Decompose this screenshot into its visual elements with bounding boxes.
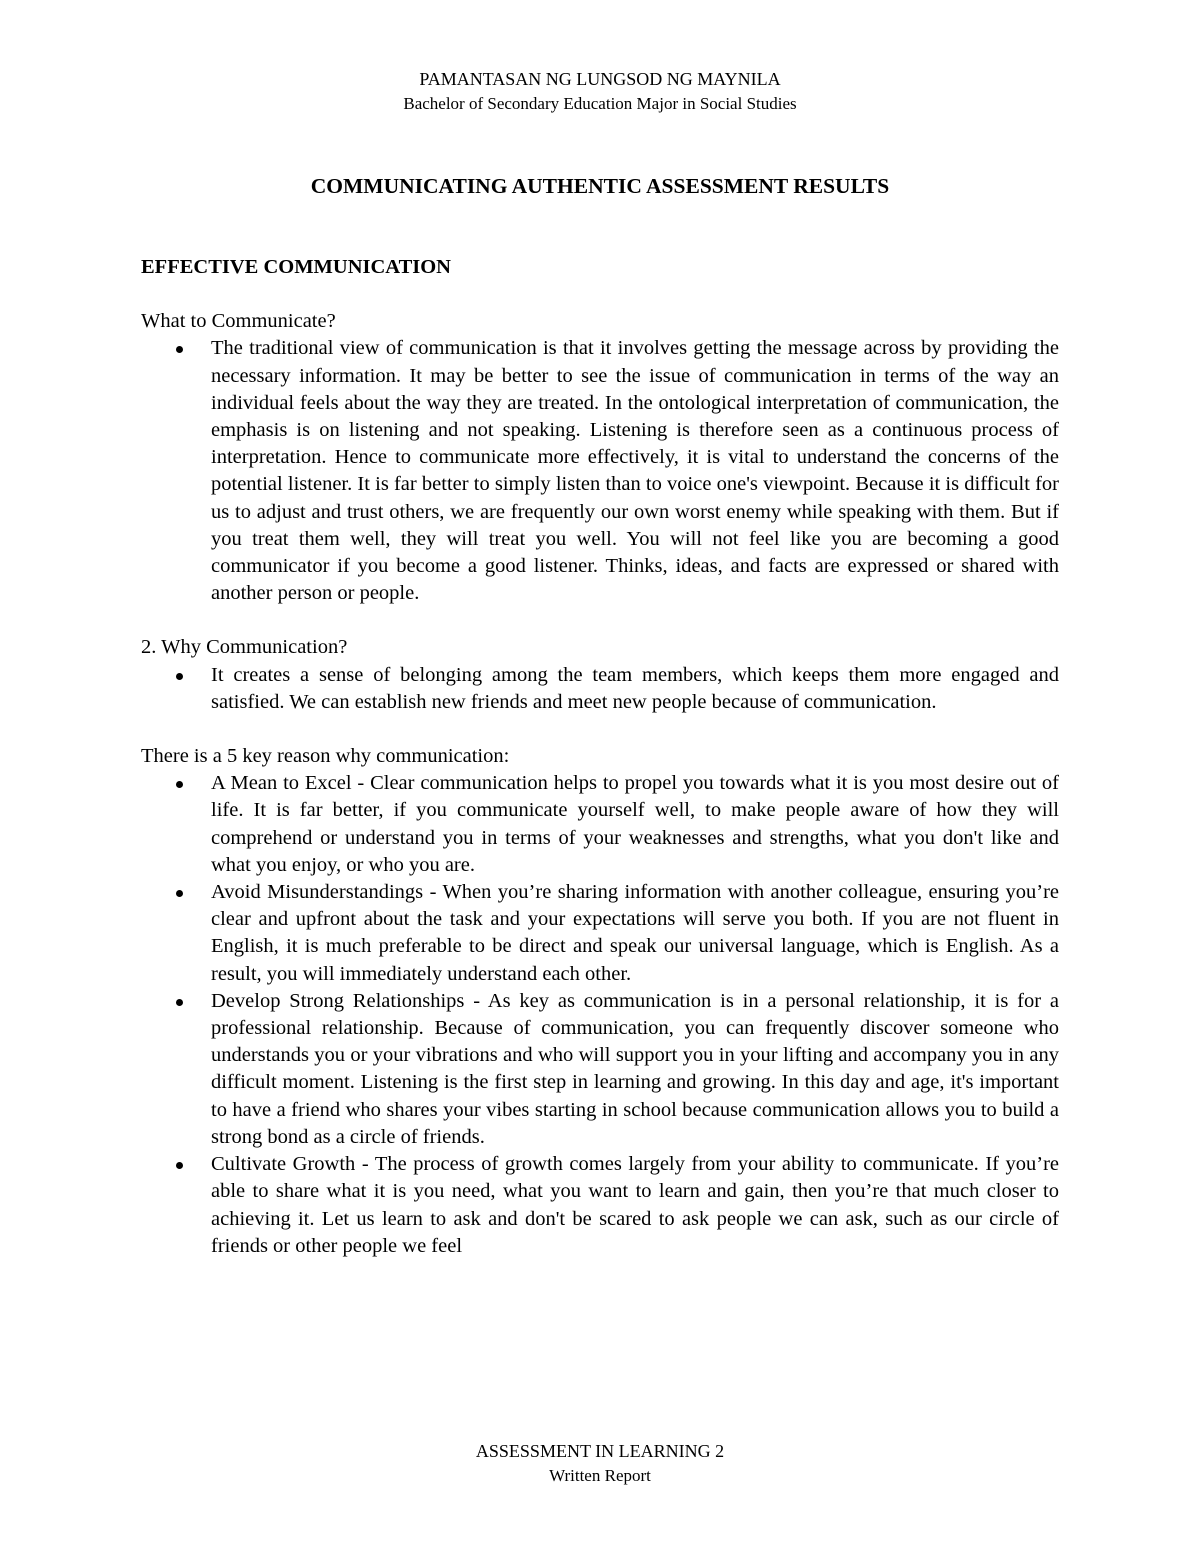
bullet-icon bbox=[176, 1162, 183, 1169]
document-body bbox=[141, 254, 1059, 1260]
key-reasons-intro: There is a 5 key reason why communication: bbox=[141, 745, 510, 768]
page-header bbox=[0, 66, 1200, 116]
bullet-list-reasons bbox=[141, 770, 1059, 1260]
bullet-icon bbox=[176, 999, 183, 1006]
list-item-text: A Mean to Excel - Clear communication helps to propel you towards what it is you most desire out of life. It is far better, if you communicate yourself well, to make people aware of how they will comprehend or understand you in terms of your weaknesses and strengths, what you don't like and what you enjoy, or who you are. bbox=[211, 772, 1059, 876]
list-item-text: It creates a sense of belonging among the team members, which keeps them more engaged and satisfied. We can establish new friends and meet new people because of communication. bbox=[211, 663, 1059, 713]
bullet-icon bbox=[176, 781, 183, 788]
section-heading: EFFECTIVE COMMUNICATION bbox=[141, 256, 451, 278]
course-name: ASSESSMENT IN LEARNING 2 bbox=[475, 1441, 725, 1461]
bullet-icon bbox=[176, 346, 183, 353]
bullet-icon bbox=[176, 673, 183, 680]
program-name: Bachelor of Secondary Education Major in Social Studies bbox=[403, 94, 797, 113]
bullet-list-why bbox=[141, 662, 1059, 716]
list-item-text: Cultivate Growth - The process of growth comes largely from your ability to communicate. If you’re able to share what it is you need, what you want to learn and gain, then you’re that much closer to achieving it. Let us learn to ask and don't be scared to ask people we can ask, such as our circle of friends or other people we feel bbox=[211, 1153, 1059, 1257]
bullet-icon bbox=[176, 890, 183, 897]
question-why-communication: 2. Why Communication? bbox=[141, 636, 348, 659]
page-footer bbox=[0, 1439, 1200, 1488]
report-type: Written Report bbox=[549, 1466, 651, 1485]
bullet-list-what bbox=[141, 335, 1059, 607]
question-what-to-communicate: What to Communicate? bbox=[141, 310, 336, 333]
list-item-text: Avoid Misunderstandings - When you’re sharing information with another colleague, ensuring you’re clear and upfront about the task and your expectations will serve you both. If you are not fluent in English, it is much preferable to be direct and speak our universal language, which is English. As a result, you will immediately understand each other. bbox=[211, 881, 1059, 985]
list-item bbox=[211, 1151, 1059, 1260]
list-item bbox=[211, 335, 1059, 607]
document-title: COMMUNICATING AUTHENTIC ASSESSMENT RESULTS bbox=[310, 174, 890, 198]
list-item bbox=[211, 662, 1059, 716]
list-item-text: The traditional view of communication is that it involves getting the message across by providing the necessary information. It may be better to see the issue of communication in terms of the way an individual feels about the way they are treated. In the ontological interpretation of communication, the emphasis is on listening and not speaking. Listening is therefore seen as a continuous process of interpretation. Hence to communicate more effectively, it is vital to understand the concerns of the potential listener. It is far better to simply listen than to voice one's viewpoint. Because it is difficult for us to adjust and trust others, we are frequently our own worst enemy while speaking with them. But if you treat them well, they will treat you well. You will not feel like you are becoming a good communicator if you become a good listener. Thinks, ideas, and facts are expressed or shared with another person or people. bbox=[211, 337, 1059, 605]
list-item-text: Develop Strong Relationships - As key as communication is in a personal relationship, it is for a professional relationship. Because of communication, you can frequently discover someone who understands you or your vibrations and who will support you in your lifting and accompany you in any difficult moment. Listening is the first step in learning and growing. In this day and age, it's important to have a friend who shares your vibes starting in school because communication allows you to build a strong bond as a circle of friends. bbox=[211, 989, 1059, 1148]
university-name: PAMANTASAN NG LUNGSOD NG MAYNILA bbox=[419, 69, 781, 89]
list-item bbox=[211, 988, 1059, 1151]
list-item bbox=[211, 879, 1059, 988]
list-item bbox=[211, 770, 1059, 879]
